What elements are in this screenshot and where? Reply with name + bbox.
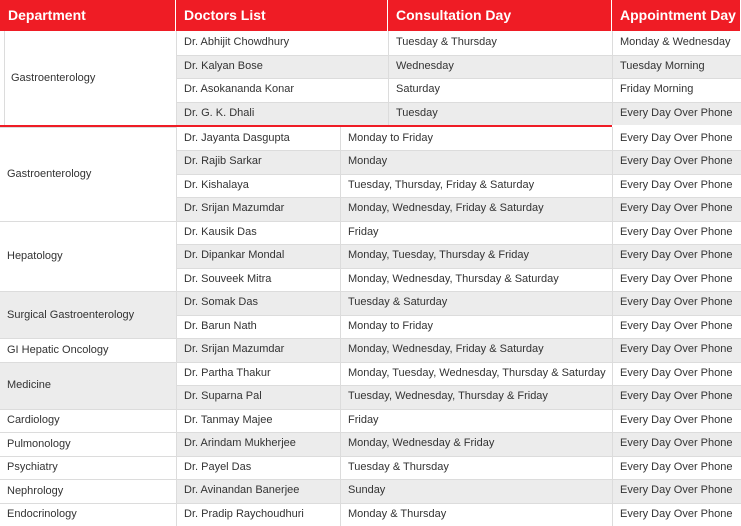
table2-consultation-cell: Tuesday, Wednesday, Thursday & Friday [340, 385, 612, 408]
table2-doctor-cell: Dr. Arindam Mukherjee [176, 432, 340, 455]
table2-consultation-cell: Tuesday & Thursday [340, 456, 612, 479]
table2-column-divider [176, 127, 177, 526]
table2-department-cell: Gastroenterology [0, 127, 176, 221]
table2-row-divider [176, 268, 741, 269]
table2-department-cell: Pulmonology [0, 432, 176, 455]
table1-row-divider [176, 55, 741, 56]
table2-doctor-cell: Dr. Srijan Mazumdar [176, 197, 340, 220]
table1-appointment-cell: Monday & Wednesday [612, 31, 741, 55]
table2-doctor-cell: Dr. Jayanta Dasgupta [176, 127, 340, 150]
table2-consultation-cell: Monday, Wednesday & Friday [340, 432, 612, 455]
table2-doctor-cell: Dr. Kishalaya [176, 174, 340, 197]
table2-consultation-cell: Monday, Wednesday, Friday & Saturday [340, 338, 612, 361]
table1-consultation-cell: Tuesday [388, 102, 612, 126]
header-consultation-day: Consultation Day [388, 0, 612, 31]
table2-doctor-cell: Dr. Dipankar Mondal [176, 244, 340, 267]
table2-column-divider [612, 127, 613, 526]
table1-doctor-cell: Dr. G. K. Dhali [176, 102, 388, 126]
table2-consultation-cell: Monday, Tuesday, Thursday & Friday [340, 244, 612, 267]
table2-consultation-cell: Tuesday, Thursday, Friday & Saturday [340, 174, 612, 197]
table2-department-divider [0, 362, 176, 363]
table2-row-divider [176, 315, 741, 316]
header-doctors-list: Doctors List [176, 0, 388, 31]
table2-consultation-cell: Monday to Friday [340, 127, 612, 150]
table2-department-divider [0, 479, 176, 480]
table2-department-divider [0, 291, 176, 292]
table1-appointment-cell: Tuesday Morning [612, 55, 741, 79]
table1-appointment-cell: Friday Morning [612, 78, 741, 102]
table2-consultation-cell: Friday [340, 409, 612, 432]
table2-row-divider [176, 291, 741, 292]
table1-doctor-cell: Dr. Asokananda Konar [176, 78, 388, 102]
table2-consultation-cell: Friday [340, 221, 612, 244]
table2-doctor-cell: Dr. Avinandan Banerjee [176, 479, 340, 502]
table1-row-divider [176, 78, 741, 79]
table2-department-cell: Surgical Gastroenterology [0, 291, 176, 338]
table2-row-divider [176, 456, 741, 457]
table2-department-divider [0, 127, 176, 128]
table2-department-cell: Hepatology [0, 221, 176, 291]
table2-row-divider [176, 197, 741, 198]
table2-appointment-cell: Every Day Over Phone [612, 315, 741, 338]
table2-department-divider [0, 432, 176, 433]
table2-doctor-cell: Dr. Srijan Mazumdar [176, 338, 340, 361]
table2-appointment-cell: Every Day Over Phone [612, 432, 741, 455]
table2-doctor-cell: Dr. Barun Nath [176, 315, 340, 338]
table2-row-divider [176, 338, 741, 339]
header-department: Department [0, 0, 176, 31]
table2-doctor-cell: Dr. Payel Das [176, 456, 340, 479]
table1-doctor-cell: Dr. Abhijit Chowdhury [176, 31, 388, 55]
table2-appointment-cell: Every Day Over Phone [612, 127, 741, 150]
table2-doctor-cell: Dr. Rajib Sarkar [176, 150, 340, 173]
table2-department-cell: Nephrology [0, 479, 176, 502]
table2-department-divider [0, 409, 176, 410]
table2-row-divider [176, 409, 741, 410]
table2-appointment-cell: Every Day Over Phone [612, 409, 741, 432]
table2-row-divider [176, 244, 741, 245]
header-appointment-day: Appointment Day [612, 0, 741, 31]
table1-doctor-cell: Dr. Kalyan Bose [176, 55, 388, 79]
table2-consultation-cell: Monday, Tuesday, Wednesday, Thursday & Saturday [340, 362, 612, 385]
table2-consultation-cell: Tuesday & Saturday [340, 291, 612, 314]
table2-row-divider [176, 385, 741, 386]
table2-row-divider [176, 174, 741, 175]
table2-appointment-cell: Every Day Over Phone [612, 221, 741, 244]
table2-department-divider [0, 503, 176, 504]
table2-consultation-cell: Monday to Friday [340, 315, 612, 338]
table1-consultation-cell: Wednesday [388, 55, 612, 79]
table2-row-divider [176, 221, 741, 222]
table2-department-divider [0, 221, 176, 222]
table2-row-divider [176, 432, 741, 433]
table2-appointment-cell: Every Day Over Phone [612, 174, 741, 197]
table2-row-divider [176, 150, 741, 151]
table2-appointment-cell: Every Day Over Phone [612, 479, 741, 502]
table2-doctor-cell: Dr. Pradip Raychoudhuri [176, 503, 340, 526]
table2-doctor-cell: Dr. Tanmay Majee [176, 409, 340, 432]
table2-row-divider [176, 503, 741, 504]
table2-appointment-cell: Every Day Over Phone [612, 197, 741, 220]
table2-appointment-cell: Every Day Over Phone [612, 150, 741, 173]
table2-doctor-cell: Dr. Kausik Das [176, 221, 340, 244]
table2-department-cell: Psychiatry [0, 456, 176, 479]
table1-consultation-cell: Tuesday & Thursday [388, 31, 612, 55]
table2-appointment-cell: Every Day Over Phone [612, 244, 741, 267]
table2-appointment-cell: Every Day Over Phone [612, 456, 741, 479]
table2-consultation-cell: Sunday [340, 479, 612, 502]
table2-appointment-cell: Every Day Over Phone [612, 385, 741, 408]
table2-doctor-cell: Dr. Souveek Mitra [176, 268, 340, 291]
table2-row-divider [176, 362, 741, 363]
table1-department-cell: Gastroenterology [4, 31, 176, 125]
table2-department-cell: Medicine [0, 362, 176, 409]
table2-consultation-cell: Monday & Thursday [340, 503, 612, 526]
table2-appointment-cell: Every Day Over Phone [612, 362, 741, 385]
table2-appointment-cell: Every Day Over Phone [612, 291, 741, 314]
table2-consultation-cell: Monday, Wednesday, Thursday & Saturday [340, 268, 612, 291]
table2-doctor-cell: Dr. Somak Das [176, 291, 340, 314]
table2-doctor-cell: Dr. Suparna Pal [176, 385, 340, 408]
table2-consultation-cell: Monday, Wednesday, Friday & Saturday [340, 197, 612, 220]
table1-row-divider [176, 102, 741, 103]
table2-consultation-cell: Monday [340, 150, 612, 173]
table2-appointment-cell: Every Day Over Phone [612, 503, 741, 526]
table2-appointment-cell: Every Day Over Phone [612, 338, 741, 361]
table2-doctor-cell: Dr. Partha Thakur [176, 362, 340, 385]
table1-left-border [4, 31, 5, 125]
table2-appointment-cell: Every Day Over Phone [612, 268, 741, 291]
table2-department-divider [0, 338, 176, 339]
table2-column-divider [340, 127, 341, 526]
table1-appointment-cell: Every Day Over Phone [612, 102, 741, 126]
table2-department-cell: Endocrinology [0, 503, 176, 526]
table2-department-cell: GI Hepatic Oncology [0, 338, 176, 361]
table1-consultation-cell: Saturday [388, 78, 612, 102]
table2-row-divider [176, 479, 741, 480]
table2-department-divider [0, 456, 176, 457]
table2-department-cell: Cardiology [0, 409, 176, 432]
